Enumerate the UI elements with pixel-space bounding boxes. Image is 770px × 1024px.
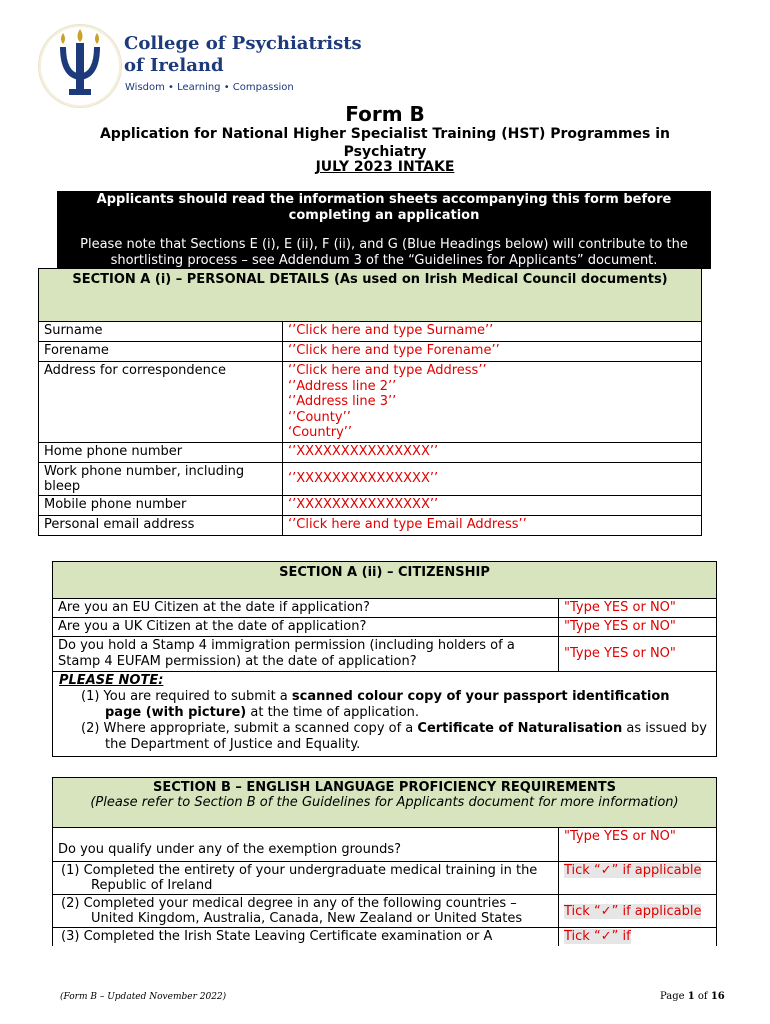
item-1-tick-field[interactable] xyxy=(559,862,717,895)
work-phone-label: Work phone number, including bleep xyxy=(39,462,283,495)
home-phone-label: Home phone number xyxy=(39,442,283,462)
note-1-text: You are required to submit a xyxy=(103,689,292,704)
item-2-text: Completed your medical degree in any of the following countries – United Kingdom, Australia, Canada, New Zealand or United States xyxy=(83,896,523,926)
citizenship-note xyxy=(53,672,717,757)
table-row xyxy=(39,462,702,495)
eu-citizen-question: Are you an EU Citizen at the date if application? xyxy=(53,599,559,618)
stamp4-field[interactable]: "Type YES or NO" xyxy=(559,637,717,672)
table-row xyxy=(39,322,702,342)
table-row xyxy=(53,928,717,947)
item-3-text: Completed the Irish State Leaving Certificate examination or A xyxy=(83,929,493,944)
form-title: Form B xyxy=(345,102,425,126)
note-2-text: Where appropriate, submit a scanned copy of a xyxy=(103,721,418,736)
surname-label: Surname xyxy=(39,322,283,342)
item-1-tick-text[interactable]: Tick “✓” if applicable xyxy=(564,863,702,878)
section-a2-heading: SECTION A (ii) – CITIZENSHIP xyxy=(53,562,717,599)
address-line-3[interactable]: ‘’Address line 3’’ xyxy=(288,394,397,409)
item-1-text: Completed the entirety of your undergraduate medical training in the Republic of Ireland xyxy=(83,863,538,893)
mobile-phone-label: Mobile phone number xyxy=(39,495,283,515)
item-2-tick-text[interactable]: Tick “✓” if applicable xyxy=(564,903,702,919)
table-row xyxy=(53,637,717,672)
uk-citizen-question: Are you a UK Citizen at the date of application? xyxy=(53,618,559,637)
table-row xyxy=(53,599,717,618)
college-tagline: Wisdom • Learning • Compassion xyxy=(125,82,294,93)
table-row xyxy=(39,515,702,535)
table-row xyxy=(39,442,702,462)
table-row xyxy=(53,618,717,637)
section-b-title: SECTION B – ENGLISH LANGUAGE PROFICIENCY REQUIREMENTS xyxy=(153,780,616,795)
college-name xyxy=(124,33,362,77)
note-2-end: as issued by the Department of Justice and Equality. xyxy=(105,721,707,752)
section-b-table xyxy=(52,777,717,946)
section-b-subtitle: (Please refer to Section B of the Guidelines for Applicants document for more information) xyxy=(90,795,679,810)
address-country[interactable]: ‘Country’’ xyxy=(288,425,353,440)
note-item-2: (2) Where appropriate, submit a scanned copy of a Certificate of Naturalisation as issued by the Department of Justice and Equality. xyxy=(81,721,707,752)
eu-citizen-field[interactable]: "Type YES or NO" xyxy=(559,599,717,618)
exemption-question: Do you qualify under any of the exemption grounds? xyxy=(53,828,559,862)
college-name-line2: of Ireland xyxy=(124,55,224,76)
notice-text: Please note that Sections E (i), E (ii), F (ii), and G (Blue Headings below) will contribute to the shortlisting process – see Addendum 3 of the “Guidelines for Applicants” document. xyxy=(80,237,688,268)
footer-form-version: (Form B – Updated November 2022) xyxy=(60,992,227,1002)
table-row xyxy=(53,862,717,895)
psi-torch-logo-icon xyxy=(39,25,121,107)
item-2-tick-field[interactable] xyxy=(559,895,717,928)
intake-title: JULY 2023 INTAKE xyxy=(315,159,455,175)
email-label: Personal email address xyxy=(39,515,283,535)
address-field[interactable] xyxy=(283,362,702,443)
email-field[interactable]: ‘’Click here and type Email Address’’ xyxy=(283,515,702,535)
table-row xyxy=(53,828,717,862)
note-2-bold: Certificate of Naturalisation xyxy=(417,721,623,736)
page-of: of xyxy=(694,991,711,1002)
page-label: Page xyxy=(660,991,688,1002)
notice-banner xyxy=(57,191,711,269)
item-3-number: (3) xyxy=(61,929,80,944)
section-a2-table xyxy=(52,561,717,757)
section-b-heading xyxy=(53,778,717,828)
item-1-number: (1) xyxy=(61,863,80,878)
page-current: 1 xyxy=(687,991,695,1002)
note-1-bold: scanned colour copy of your passport identification page (with picture) xyxy=(105,689,670,720)
exemption-field[interactable]: "Type YES or NO" xyxy=(559,828,717,862)
notice-bold-text: Applicants should read the information sheets accompanying this form before completing an application xyxy=(96,192,672,223)
table-row xyxy=(39,362,702,443)
work-phone-field[interactable]: ‘’XXXXXXXXXXXXXXX’’ xyxy=(283,462,702,495)
note-item-1: (1) You are required to submit a scanned colour copy of your passport identification page (with picture) at the time of application. xyxy=(81,689,670,720)
form-subtitle: Application for National Higher Specialist Training (HST) Programmes in Psychiatry xyxy=(99,126,671,160)
table-row xyxy=(39,495,702,515)
address-line-1[interactable]: ‘’Click here and type Address’’ xyxy=(288,363,487,378)
exemption-item-2 xyxy=(53,895,559,928)
forename-field[interactable]: ‘’Click here and type Forename’’ xyxy=(283,342,702,362)
section-a1-heading: SECTION A (i) – PERSONAL DETAILS (As used on Irish Medical Council documents) xyxy=(39,269,702,322)
college-name-line1: College of Psychiatrists xyxy=(124,33,362,54)
page-total: 16 xyxy=(710,991,725,1002)
address-line-2[interactable]: ‘’Address line 2’’ xyxy=(288,378,397,394)
item-3-tick-text[interactable]: Tick “✓” if xyxy=(564,929,631,944)
section-a1-table xyxy=(38,268,702,536)
address-county[interactable]: ‘’County’’ xyxy=(288,409,351,425)
exemption-item-3 xyxy=(53,928,559,947)
item-3-tick-field[interactable] xyxy=(559,928,717,947)
stamp4-question: Do you hold a Stamp 4 immigration permission (including holders of a Stamp 4 EUFAM permission) at the date of application? xyxy=(53,637,559,672)
table-row xyxy=(39,342,702,362)
page-number xyxy=(660,991,725,1002)
home-phone-field[interactable]: ‘’XXXXXXXXXXXXXXX’’ xyxy=(283,442,702,462)
note-title: PLEASE NOTE: xyxy=(59,673,164,688)
surname-field[interactable]: ‘’Click here and type Surname’’ xyxy=(283,322,702,342)
forename-label: Forename xyxy=(39,342,283,362)
logo-badge xyxy=(38,24,122,108)
uk-citizen-field[interactable]: "Type YES or NO" xyxy=(559,618,717,637)
address-label: Address for correspondence xyxy=(39,362,283,443)
mobile-phone-field[interactable]: ‘’XXXXXXXXXXXXXXX’’ xyxy=(283,495,702,515)
item-2-number: (2) xyxy=(61,896,80,911)
note-1-end: at the time of application. xyxy=(246,705,420,720)
table-row xyxy=(53,895,717,928)
exemption-item-1 xyxy=(53,862,559,895)
